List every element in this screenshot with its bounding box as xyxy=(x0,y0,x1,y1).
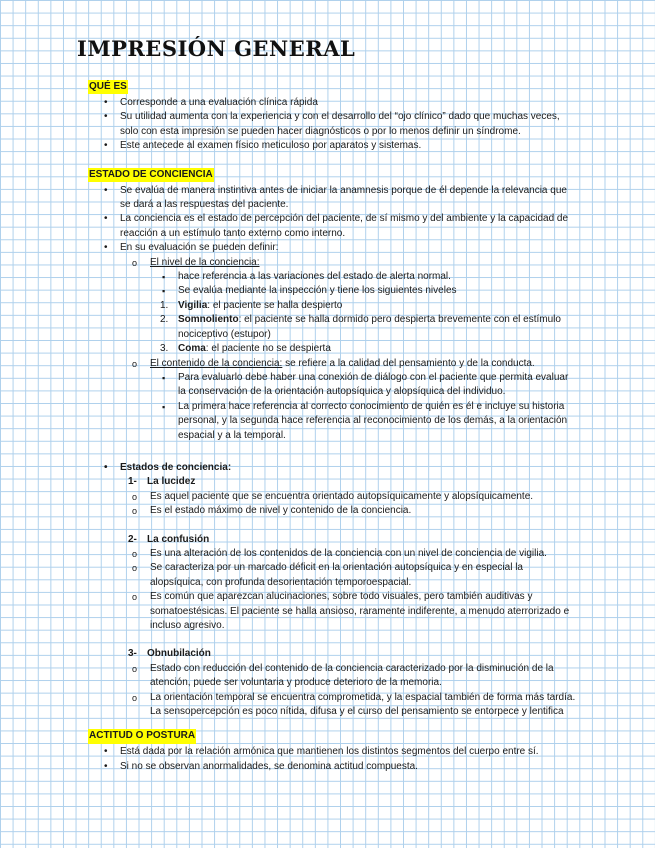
list-item: o Se caracteriza por un marcado déficit en la orientación autopsíquica y en especial la alopsíquica, con profunda desorientación temporoespacial. xyxy=(0,561,655,590)
heading-estado-de-conciencia: ESTADO DE CONCIENCIA xyxy=(88,168,214,182)
list-item: o Es común que aparezcan alucinaciones, sobre todo visuales, pero también auditivas y somatoestésicas. El paciente se halla ansioso, raramente indiferente, a menudo aterrorizado e incluso agresivo. xyxy=(0,590,655,633)
circle-bullet-icon xyxy=(132,547,137,562)
group-heading: 3- Obnubilación xyxy=(128,648,211,660)
bullet-icon xyxy=(104,241,108,255)
list-item: o Estado con reducción del contenido de la conciencia caracterizado por la disminución de la atención, puede ser voluntaria y produce deterioro de la memoria. xyxy=(0,662,655,691)
bullet-icon xyxy=(104,745,108,759)
nivel-heading: o El nivel de la conciencia: xyxy=(0,256,655,270)
square-bullet-icon xyxy=(162,371,165,386)
circle-bullet-icon xyxy=(132,662,137,677)
circle-bullet-icon xyxy=(132,691,137,706)
bullet-icon xyxy=(104,184,108,198)
list-item: o Es una alteración de los contenidos de la conciencia con un nivel de conciencia de vigilia. xyxy=(0,547,655,561)
list-item: o Es aquel paciente que se encuentra orientado autopsíquicamente y alopsíquicamente. xyxy=(0,490,655,504)
document-body xyxy=(0,80,655,774)
contenido-heading: o El contenido de la conciencia: se refiere a la calidad del pensamiento y de la conducta. xyxy=(0,357,655,371)
group-heading: 1- La lucidez xyxy=(128,476,196,488)
level-item: 3. Coma: el paciente no se despierta xyxy=(160,343,331,355)
page-title: IMPRESIÓN GENERAL xyxy=(77,36,356,61)
list-item: • Se evalúa de manera instintiva antes de iniciar la anamnesis porque de él depende la relevancia que se dará a las respuestas del paciente. xyxy=(0,184,655,213)
square-bullet-icon xyxy=(162,284,165,299)
level-item: 2. Somnoliento: el paciente se halla dormido pero despierta brevemente con el estímulo nociceptivo (estupor) xyxy=(160,314,561,340)
heading-actitud-o-postura: ACTITUD O POSTURA xyxy=(88,729,196,743)
bullet-icon xyxy=(104,139,108,153)
list-item: • La conciencia es el estado de percepción del paciente, de sí mismo y del ambiente y la capacidad de reacción a un estímulo tanto externo como interno. xyxy=(0,212,655,241)
list-item: o Es el estado máximo de nivel y contenido de la conciencia. xyxy=(0,504,655,518)
list-item: • Corresponde a una evaluación clínica rápida xyxy=(0,96,655,110)
circle-bullet-icon xyxy=(132,504,137,519)
list-item: ▪ hace referencia a las variaciones del estado de alerta normal. xyxy=(0,270,655,284)
estados-heading: • Estados de conciencia: xyxy=(0,461,655,475)
list-item: ▪ Se evalúa mediante la inspección y tiene los siguientes niveles xyxy=(0,284,655,298)
list-item: • Está dada por la relación armónica que mantienen los distintos segmentos del cuerpo entre sí. xyxy=(0,745,655,759)
list-item: • En su evaluación se pueden definir: xyxy=(0,241,655,255)
bullet-icon xyxy=(104,461,108,475)
heading-que-es: QUÉ ES xyxy=(88,80,128,94)
list-item: • Su utilidad aumenta con la experiencia y con el desarrollo del “ojo clínico” dado que muchas veces, solo con esta impresión se pueden hacer diagnósticos o por lo menos definir un síndrome. xyxy=(0,110,655,139)
circle-bullet-icon xyxy=(132,256,137,271)
list-item: • Si no se observan anormalidades, se denomina actitud compuesta. xyxy=(0,760,655,774)
group-heading: 2- La confusión xyxy=(128,533,210,545)
level-item: 1. Vigilia: el paciente se halla despierto xyxy=(160,299,343,311)
bullet-icon xyxy=(104,96,108,110)
square-bullet-icon xyxy=(162,400,165,415)
list-item: ▪ Para evaluarlo debe haber una conexión de diálogo con el paciente que permita evaluar la conservación de la orientación autopsíquica y alopsíquica del individuo. xyxy=(0,371,655,400)
circle-bullet-icon xyxy=(132,490,137,505)
circle-bullet-icon xyxy=(132,561,137,576)
list-item: o La orientación temporal se encuentra comprometida, y la espacial también de forma más tardía. La sensopercepción es poco nítida, difusa y el curso del pensamiento se entorpece y lentifica xyxy=(0,691,655,720)
square-bullet-icon xyxy=(162,270,165,285)
bullet-icon xyxy=(104,110,108,124)
list-item: • Este antecede al examen físico meticuloso por aparatos y sistemas. xyxy=(0,139,655,153)
bullet-icon xyxy=(104,212,108,226)
circle-bullet-icon xyxy=(132,357,137,372)
list-item: ▪ La primera hace referencia al correcto conocimiento de quién es él e incluye su historia personal, y la segunda hace referencia al reconocimiento de los demás, a la orientación espacial y a la temporal. xyxy=(0,400,655,443)
circle-bullet-icon xyxy=(132,590,137,605)
bullet-icon xyxy=(104,760,108,774)
